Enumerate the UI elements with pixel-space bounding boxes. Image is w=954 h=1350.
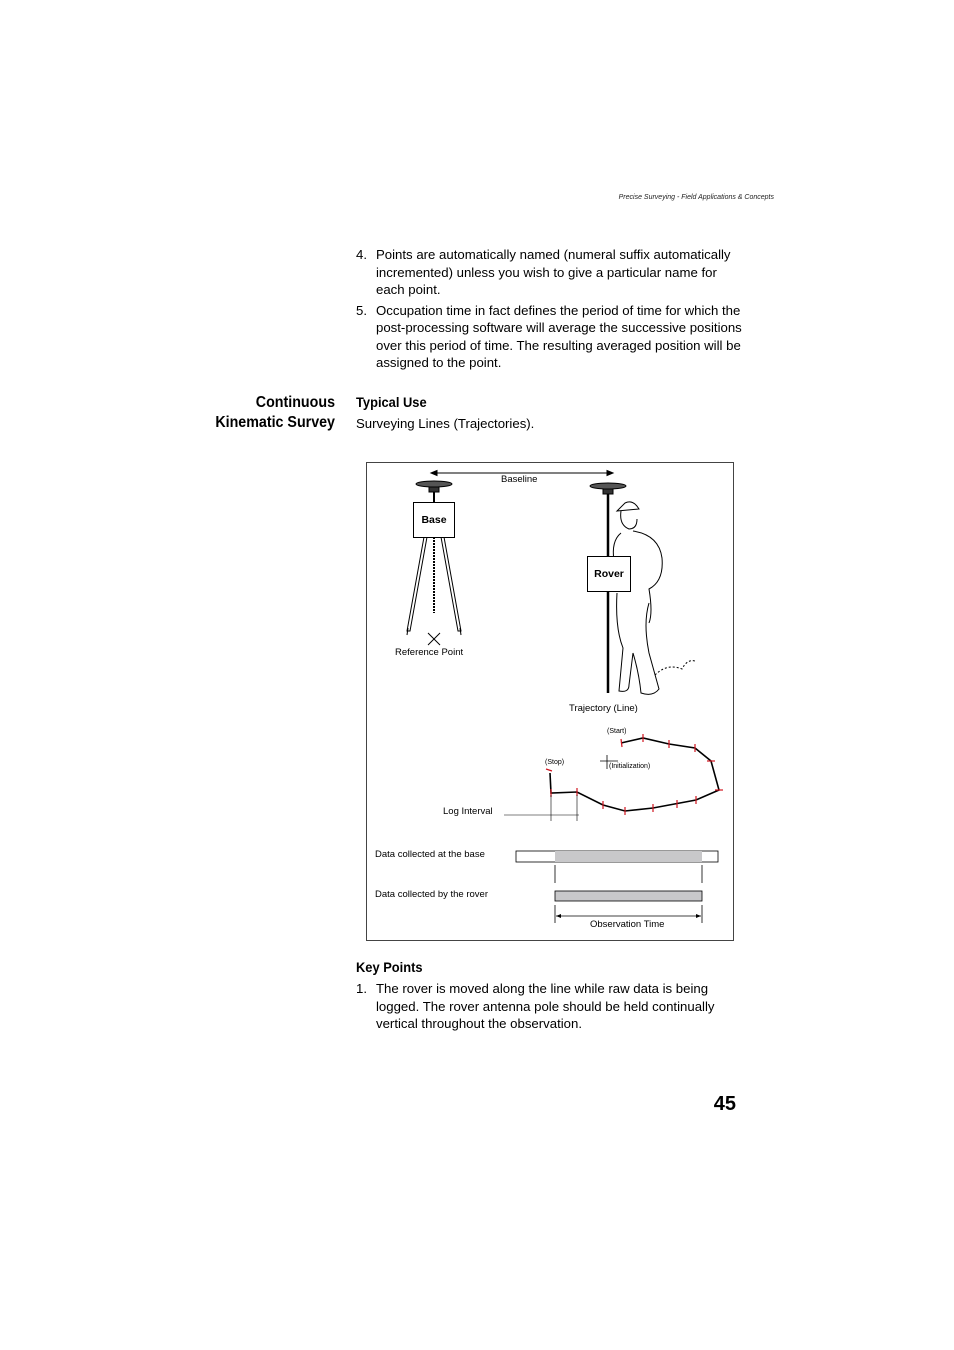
section-title-line1: Continuous <box>255 394 335 411</box>
start-label: (Start) <box>607 728 627 735</box>
data-rover-label: Data collected by the rover <box>375 889 489 900</box>
survey-figure <box>366 462 734 941</box>
list-item-text: Points are automatically named (numeral suffix automatically incremented) unless you wish to give a particular name for each point. <box>376 247 731 297</box>
section-title <box>202 393 335 433</box>
base-data-bar <box>555 851 702 862</box>
page-number: 45 <box>713 1093 736 1115</box>
log-interval-dimension <box>504 795 579 821</box>
list-item-number: 1. <box>356 981 367 996</box>
data-bars <box>516 851 718 923</box>
log-interval-label: Log Interval <box>443 806 493 817</box>
observation-time-label: Observation Time <box>590 919 665 930</box>
list-item-number: 5. <box>356 302 367 318</box>
list-item-text: The rover is moved along the line while raw data is being logged. The rover antenna pole should be held continually vertical throughout the observation. <box>376 981 715 1031</box>
intro-list <box>356 246 746 375</box>
running-header: Precise Surveying - Field Applications & Concepts <box>618 194 774 201</box>
typical-use-text: Surveying Lines (Trajectories). <box>356 416 535 431</box>
base-label: Base <box>413 502 455 538</box>
trajectory-ticks <box>546 734 723 815</box>
key-points-heading: Key Points <box>356 959 423 975</box>
list-item <box>356 246 746 299</box>
baseline-label: Baseline <box>501 474 538 485</box>
data-base-label: Data collected at the base <box>375 849 485 860</box>
section-title-line2: Kinematic Survey <box>215 414 335 431</box>
stop-label: (Stop) <box>545 759 565 766</box>
list-item-number: 4. <box>356 247 367 262</box>
initialization-label: (Initialization) <box>609 763 651 770</box>
trajectory-line <box>550 738 719 811</box>
list-item <box>356 302 746 372</box>
key-points-list <box>356 980 746 1036</box>
typical-use-heading: Typical Use <box>356 394 427 410</box>
list-item-text: Occupation time in fact defines the period of time for which the post-processing software will average the successive positions over this period of time. The resulting averaged position will be assigned to the point. <box>376 302 742 370</box>
reference-point-label: Reference Point <box>395 647 464 658</box>
rover-label: Rover <box>587 556 631 592</box>
trajectory-label: Trajectory (Line) <box>569 703 638 714</box>
list-item <box>356 980 746 1033</box>
